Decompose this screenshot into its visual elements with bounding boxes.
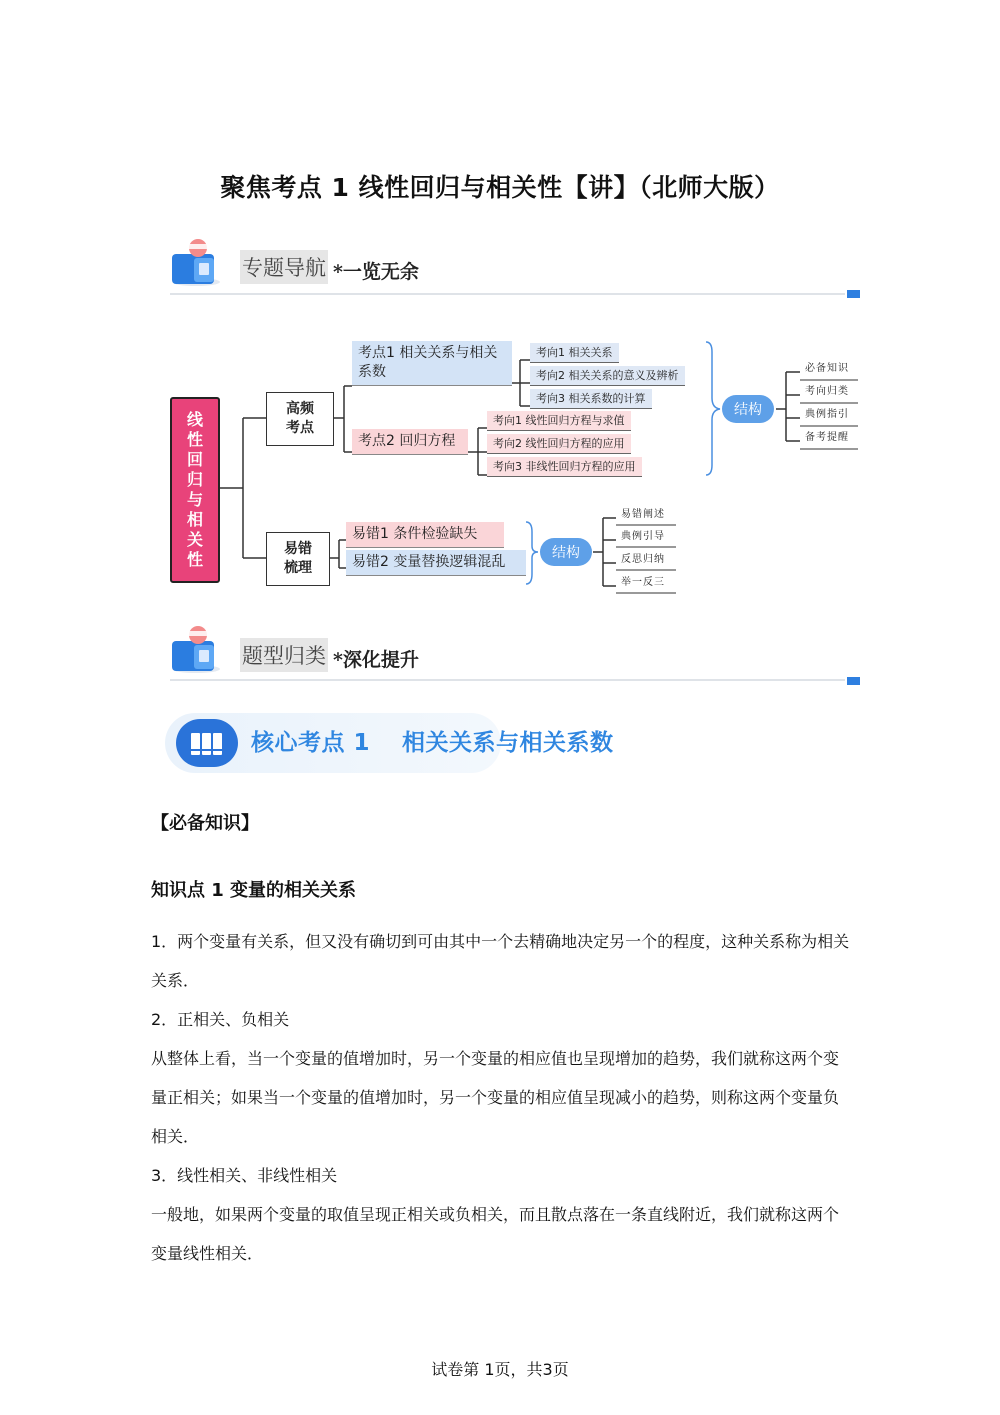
root-char: 回 [186,450,203,469]
knowledge-title: 知识点 1 变量的相关关系 [151,880,357,901]
root-char: 性 [186,430,203,449]
root-char: 线 [186,410,203,429]
mindmap-root [170,397,220,583]
root-char: 性 [186,550,203,569]
leaf-p1-2: 考向2 相关关系的意义及辨析 [530,366,685,386]
structure-item: 易错阐述 [621,509,665,520]
structure-item: 典例指引 [805,409,849,420]
root-char: 归 [186,470,203,489]
book-icon [166,625,228,675]
structure-item: 必备知识 [805,363,849,374]
node-high-frequency [266,392,334,446]
node-label: 高频 [286,401,314,417]
structure-item: 举一反三 [621,577,665,588]
leaf-p1-3: 考向3 相关系数的计算 [530,389,652,409]
root-char: 关 [186,530,203,549]
paragraph: 一般地，如果两个变量的取值呈现正相关或负相关，而且散点落在一条直线附近，我们就称这两个变量线性相关． [151,1205,840,1263]
leaf-p1-1: 考向1 相关关系 [530,343,619,363]
banner-types-subtitle: *深化提升 [333,649,419,671]
page-title: 聚焦考点 1 线性回归与相关性【讲】（北师大版） [220,173,780,202]
node-label: 系数 [358,364,386,380]
node-error-review [266,532,330,586]
node-label: 考点1 相关关系与相关 [358,345,498,361]
structure-item: 考向归类 [805,386,849,397]
node-label: 易错 [284,541,312,557]
leaf-p2-1: 考向1 线性回归方程与求值 [487,411,631,431]
structure-node: 结构 [722,395,774,423]
node-point2: 考点2 回归方程 [352,429,468,455]
node-point1 [352,341,512,386]
books-icon [189,729,225,757]
root-char: 相 [186,510,203,529]
knowledge-content [151,922,851,1273]
banner-nav-subtitle: *一览无余 [333,261,419,283]
paragraph: 3．线性相关、非线性相关 [151,1166,338,1185]
banner-nav-title: 专题导航 [240,250,328,284]
node-error1: 易错1 条件检验缺失 [346,522,504,548]
node-label: 梳理 [284,560,312,576]
leaf-p2-3: 考向3 非线性回归方程的应用 [487,457,642,477]
node-label: 考点 [286,420,314,436]
paragraph: 2．正相关、负相关 [151,1010,290,1029]
core-topic-name: 相关关系与相关系数 [402,730,614,756]
structure-item: 备考提醒 [805,432,849,443]
divider [170,679,845,681]
leaf-p2-2: 考向2 线性回归方程的应用 [487,434,631,454]
paragraph: 从整体上看，当一个变量的值增加时，另一个变量的相应值也呈现增加的趋势，我们就称这两个变量正相关；如果当一个变量的值增加时，另一个变量的相应值呈现减小的趋势，则称这两个变量负相关． [151,1049,840,1146]
divider-end-marker [847,677,860,685]
paragraph: 1．两个变量有关系，但又没有确切到可由其中一个去精确地决定另一个的程度，这种关系称为相关关系． [151,932,850,990]
structure-node: 结构 [540,538,592,566]
root-char: 与 [186,490,203,509]
core-topic-label: 核心考点 1 [251,730,371,756]
page-footer: 试卷第 1页，共3页 [431,1360,569,1379]
section-heading: 【必备知识】 [151,813,259,834]
banner-types-title: 题型归类 [240,638,328,672]
node-error2: 易错2 变量替换逻辑混乱 [346,550,526,576]
structure-item: 反思归纳 [621,554,665,565]
structure-item: 典例引导 [621,531,665,542]
